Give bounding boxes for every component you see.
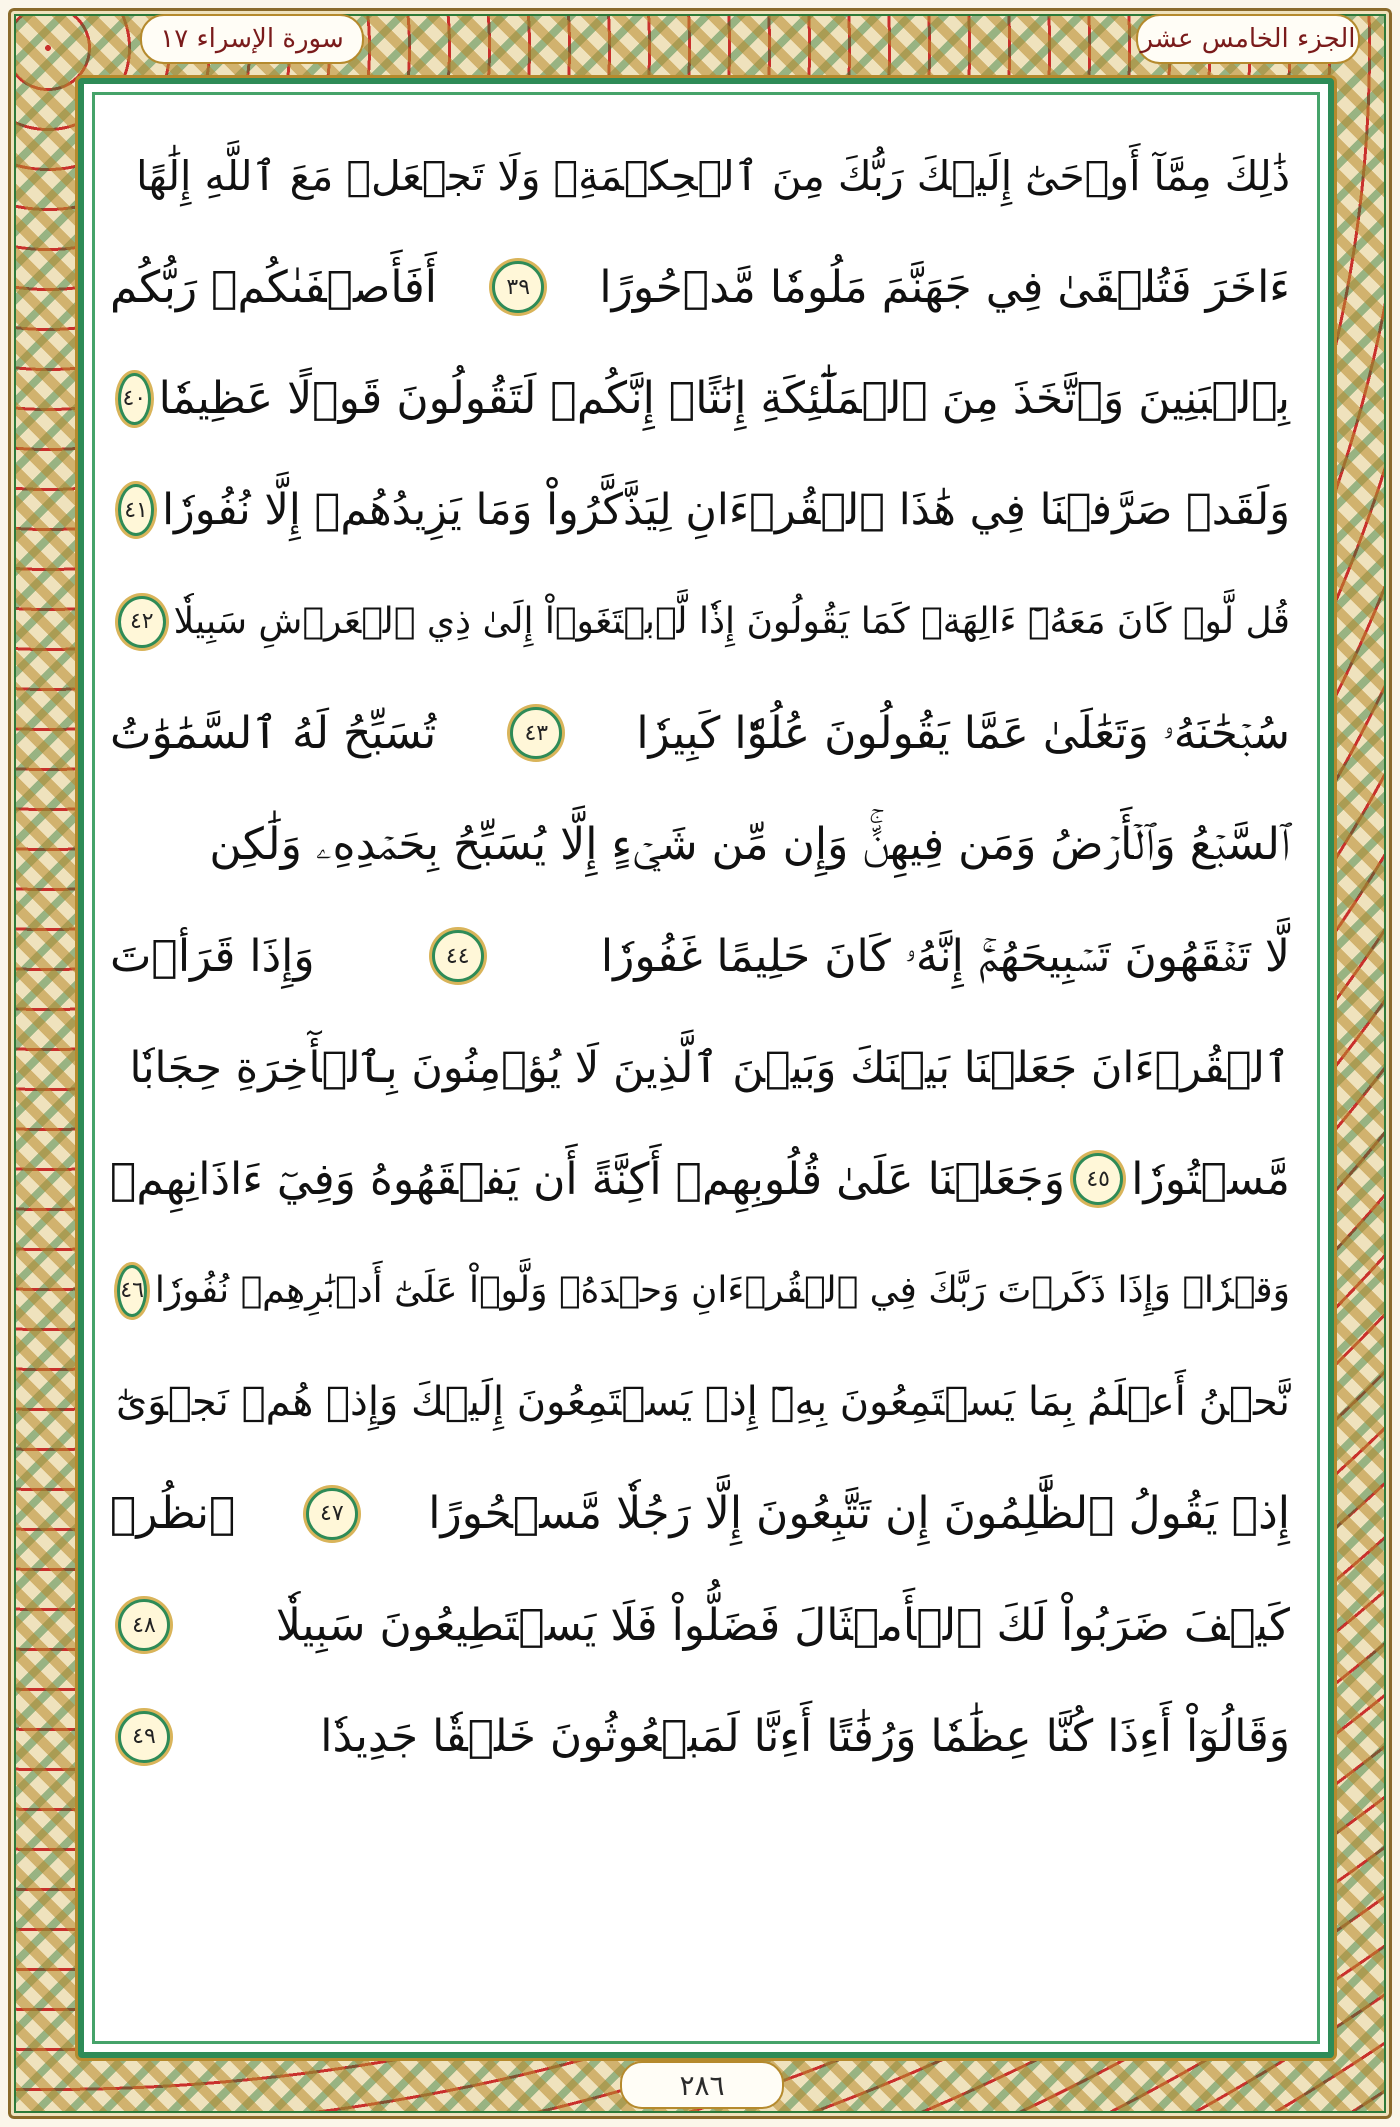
- verse-text: إِذۡ يَقُولُ ٱلظَّٰلِمُونَ إِن تَتَّبِعُونَ إِلَّا رَجُلٗا مَّسۡحُورًا: [428, 1488, 1290, 1540]
- surah-label: سورة الإسراء ١٧: [140, 14, 364, 64]
- text-line: [110, 1012, 1290, 1124]
- text-line: [110, 1124, 1290, 1236]
- text-line: [110, 455, 1290, 567]
- verse-text: أَفَأَصۡفَىٰكُمۡ رَبُّكُم: [110, 261, 438, 313]
- ayah-marker: ٤٣: [510, 707, 562, 759]
- text-line: [110, 1570, 1290, 1682]
- text-line: [110, 232, 1290, 344]
- text-line: [110, 1681, 1290, 1793]
- verse-text: كَيۡفَ ضَرَبُواْ لَكَ ٱلۡأَمۡثَالَ فَضَلُّواْ فَلَا يَسۡتَطِيعُونَ سَبِيلٗا: [275, 1599, 1290, 1651]
- ayah-marker: ٤١: [118, 484, 154, 536]
- text-line: [110, 120, 1290, 232]
- ayah-marker: ٤٢: [118, 596, 166, 648]
- ayah-marker: ٤٧: [306, 1488, 358, 1540]
- verse-text: سُبۡحَٰنَهُۥ وَتَعَٰلَىٰ عَمَّا يَقُولُونَ عُلُوّٗا كَبِيرٗا: [636, 707, 1290, 759]
- ayah-marker: ٤٨: [118, 1599, 170, 1651]
- verse-text: مَّسۡتُورٗا: [1131, 1153, 1290, 1205]
- juz-label: الجزء الخامس عشر: [1136, 14, 1360, 64]
- ayah-marker: ٤٠: [118, 373, 151, 425]
- verse-text: ٱنظُرۡ: [110, 1488, 236, 1540]
- quran-text-lines: [110, 120, 1290, 1793]
- verse-text: ٱلۡقُرۡءَانَ جَعَلۡنَا بَيۡنَكَ وَبَيۡنَ ٱلَّذِينَ لَا يُؤۡمِنُونَ بِٱلۡأٓخِرَةِ حِجَابٗا: [129, 1042, 1290, 1093]
- text-line: [110, 566, 1290, 678]
- verse-text: وَقۡرٗاۚ وَإِذَا ذَكَرۡتَ رَبَّكَ فِي ٱلۡقُرۡءَانِ وَحۡدَهُۥ وَلَّوۡاْ عَلَىٰٓ أَدۡبَٰرِهِمۡ نُفُورٗا: [154, 1270, 1290, 1312]
- verse-text: تُسَبِّحُ لَهُ ٱلسَّمَٰوَٰتُ: [110, 707, 437, 759]
- verse-text: نَّحۡنُ أَعۡلَمُ بِمَا يَسۡتَمِعُونَ بِهِۦٓ إِذۡ يَسۡتَمِعُونَ إِلَيۡكَ وَإِذۡ هُمۡ نَجۡوَىٰٓ: [115, 1379, 1290, 1426]
- verse-text: وَإِذَا قَرَأۡتَ: [110, 930, 315, 982]
- text-line: [110, 1235, 1290, 1347]
- text-line: [110, 343, 1290, 455]
- verse-text: وَلَقَدۡ صَرَّفۡنَا فِي هَٰذَا ٱلۡقُرۡءَانِ لِيَذَّكَّرُواْ وَمَا يَزِيدُهُمۡ إِلَّا نُفُورٗا: [162, 485, 1290, 536]
- text-line: [110, 1347, 1290, 1459]
- ayah-marker: ٤٤: [432, 930, 484, 982]
- verse-text: وَجَعَلۡنَا عَلَىٰ قُلُوبِهِمۡ أَكِنَّةً أَن يَفۡقَهُوهُ وَفِيٓ ءَاذَانِهِمۡ: [110, 1153, 1065, 1205]
- ayah-marker: ٤٥: [1073, 1153, 1123, 1205]
- ayah-marker: ٤٩: [118, 1711, 170, 1763]
- verse-text: ذَٰلِكَ مِمَّآ أَوۡحَىٰٓ إِلَيۡكَ رَبُّكَ مِنَ ٱلۡحِكۡمَةِۗ وَلَا تَجۡعَلۡ مَعَ ٱللَّهِ إِلَٰهًا: [136, 151, 1290, 200]
- verse-text: ٱلسَّبۡعُ وَٱلۡأَرۡضُ وَمَن فِيهِنَّۚ وَإِن مِّن شَيۡءٍ إِلَّا يُسَبِّحُ بِحَمۡدِهِۦ وَلَٰكِن: [209, 819, 1290, 871]
- ayah-marker: ٣٩: [492, 261, 544, 313]
- text-line: [110, 901, 1290, 1013]
- page-number: ٢٨٦: [620, 2061, 784, 2109]
- text-line: [110, 678, 1290, 790]
- verse-text: ءَاخَرَ فَتُلۡقَىٰ فِي جَهَنَّمَ مَلُومٗا مَّدۡحُورًا: [599, 261, 1290, 313]
- verse-text: قُل لَّوۡ كَانَ مَعَهُۥٓ ءَالِهَةٞ كَمَا يَقُولُونَ إِذٗا لَّٱبۡتَغَوۡاْ إِلَىٰ ذِي ٱلۡعَرۡشِ سَبِيلٗا: [173, 601, 1290, 643]
- text-line: [110, 789, 1290, 901]
- ayah-marker: ٤٦: [117, 1265, 147, 1317]
- text-line: [110, 1458, 1290, 1570]
- verse-text: وَقَالُوٓاْ أَءِذَا كُنَّا عِظَٰمٗا وَرُفَٰتًا أَءِنَّا لَمَبۡعُوثُونَ خَلۡقٗا جَدِيدٗا: [320, 1711, 1290, 1763]
- verse-text: لَّا تَفۡقَهُونَ تَسۡبِيحَهُمۡۚ إِنَّهُۥ كَانَ حَلِيمًا غَفُورٗا: [600, 930, 1290, 982]
- verse-text: بِٱلۡبَنِينَ وَٱتَّخَذَ مِنَ ٱلۡمَلَٰٓئِكَةِ إِنَٰثًاۚ إِنَّكُمۡ لَتَقُولُونَ قَوۡلًا عَظِيمٗا: [158, 373, 1290, 425]
